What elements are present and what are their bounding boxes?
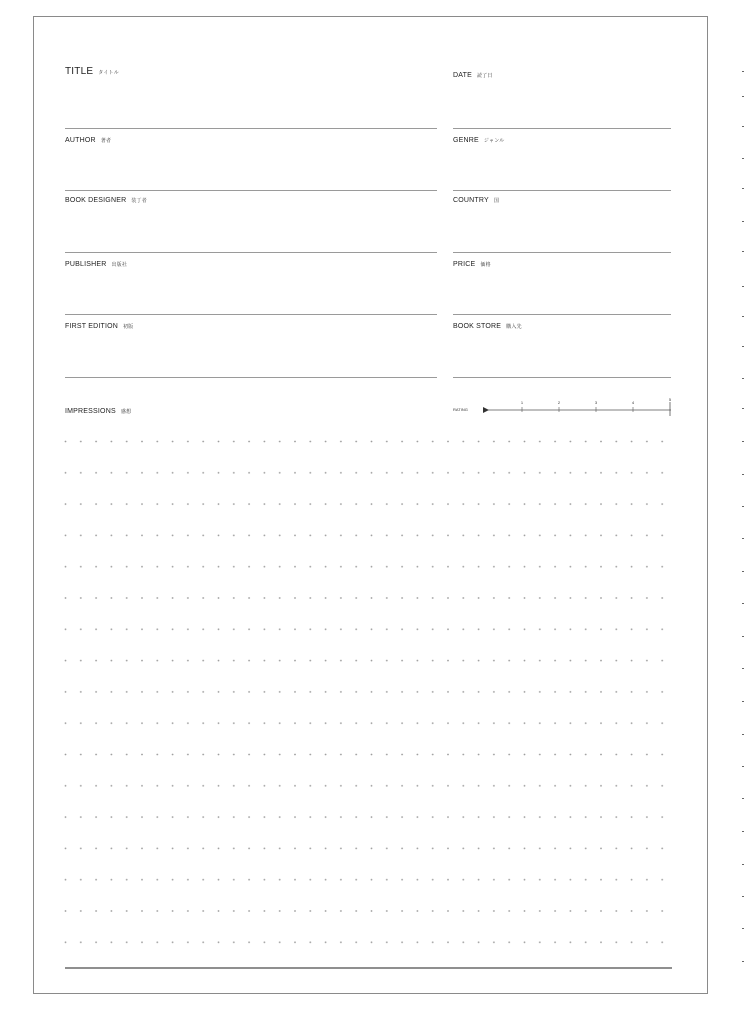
publisher-input-line[interactable] bbox=[65, 314, 437, 315]
title-input-line[interactable] bbox=[65, 128, 437, 129]
genre-label bbox=[453, 137, 504, 144]
rating-label: RATING bbox=[453, 407, 468, 412]
book-designer-label-text: BOOK DESIGNER bbox=[65, 197, 127, 204]
title-label bbox=[65, 66, 119, 77]
date-label-jp: 読了日 bbox=[476, 73, 493, 79]
impressions-label-text: IMPRESSIONS bbox=[65, 408, 116, 415]
genre-label-jp: ジャンル bbox=[483, 138, 505, 144]
author-label-jp: 著者 bbox=[100, 138, 112, 144]
book-designer-label bbox=[65, 197, 147, 204]
impressions-dot-grid[interactable] bbox=[64, 440, 674, 945]
bottom-rule bbox=[65, 967, 672, 969]
author-input-line[interactable] bbox=[65, 190, 437, 191]
title-label-jp: タイトル bbox=[98, 70, 119, 76]
date-label-text: DATE bbox=[453, 72, 472, 79]
genre-input-line[interactable] bbox=[453, 190, 671, 191]
price-label-jp: 価格 bbox=[480, 262, 491, 268]
book-store-label-text: BOOK STORE bbox=[453, 323, 502, 330]
publisher-label bbox=[65, 261, 127, 268]
book-store-label-jp: 購入先 bbox=[506, 324, 522, 330]
rating-num-2: 2 bbox=[557, 400, 561, 405]
country-input-line[interactable] bbox=[453, 252, 671, 253]
first-edition-label-jp: 初版 bbox=[123, 324, 134, 330]
date-label bbox=[453, 72, 493, 79]
first-edition-label bbox=[65, 323, 133, 330]
rating-num-4: 4 bbox=[631, 400, 635, 405]
rating-num-1: 1 bbox=[520, 400, 524, 405]
publisher-label-text: PUBLISHER bbox=[65, 261, 107, 268]
impressions-label-jp: 感想 bbox=[120, 409, 132, 415]
notebook-right-page bbox=[707, 16, 748, 994]
book-designer-input-line[interactable] bbox=[65, 252, 437, 253]
date-input-line[interactable] bbox=[453, 128, 671, 129]
author-label-text: AUTHOR bbox=[65, 137, 96, 144]
rating-scale[interactable] bbox=[480, 398, 675, 418]
book-store-input-line[interactable] bbox=[453, 377, 671, 378]
book-designer-label-jp: 装丁者 bbox=[131, 198, 147, 204]
price-label bbox=[453, 261, 491, 268]
rating-num-3: 3 bbox=[594, 400, 598, 405]
country-label bbox=[453, 197, 499, 204]
rating-num-5: 5 bbox=[668, 398, 672, 402]
title-label-text: TITLE bbox=[65, 66, 94, 77]
publisher-label-jp: 出版社 bbox=[111, 262, 128, 268]
country-label-text: COUNTRY bbox=[453, 197, 489, 204]
first-edition-input-line[interactable] bbox=[65, 377, 437, 378]
price-label-text: PRICE bbox=[453, 261, 476, 268]
genre-label-text: GENRE bbox=[453, 137, 479, 144]
book-store-label bbox=[453, 323, 522, 330]
country-label-jp: 国 bbox=[493, 198, 500, 204]
price-input-line[interactable] bbox=[453, 314, 671, 315]
author-label bbox=[65, 137, 111, 144]
first-edition-label-text: FIRST EDITION bbox=[65, 323, 119, 330]
impressions-label bbox=[65, 408, 131, 415]
